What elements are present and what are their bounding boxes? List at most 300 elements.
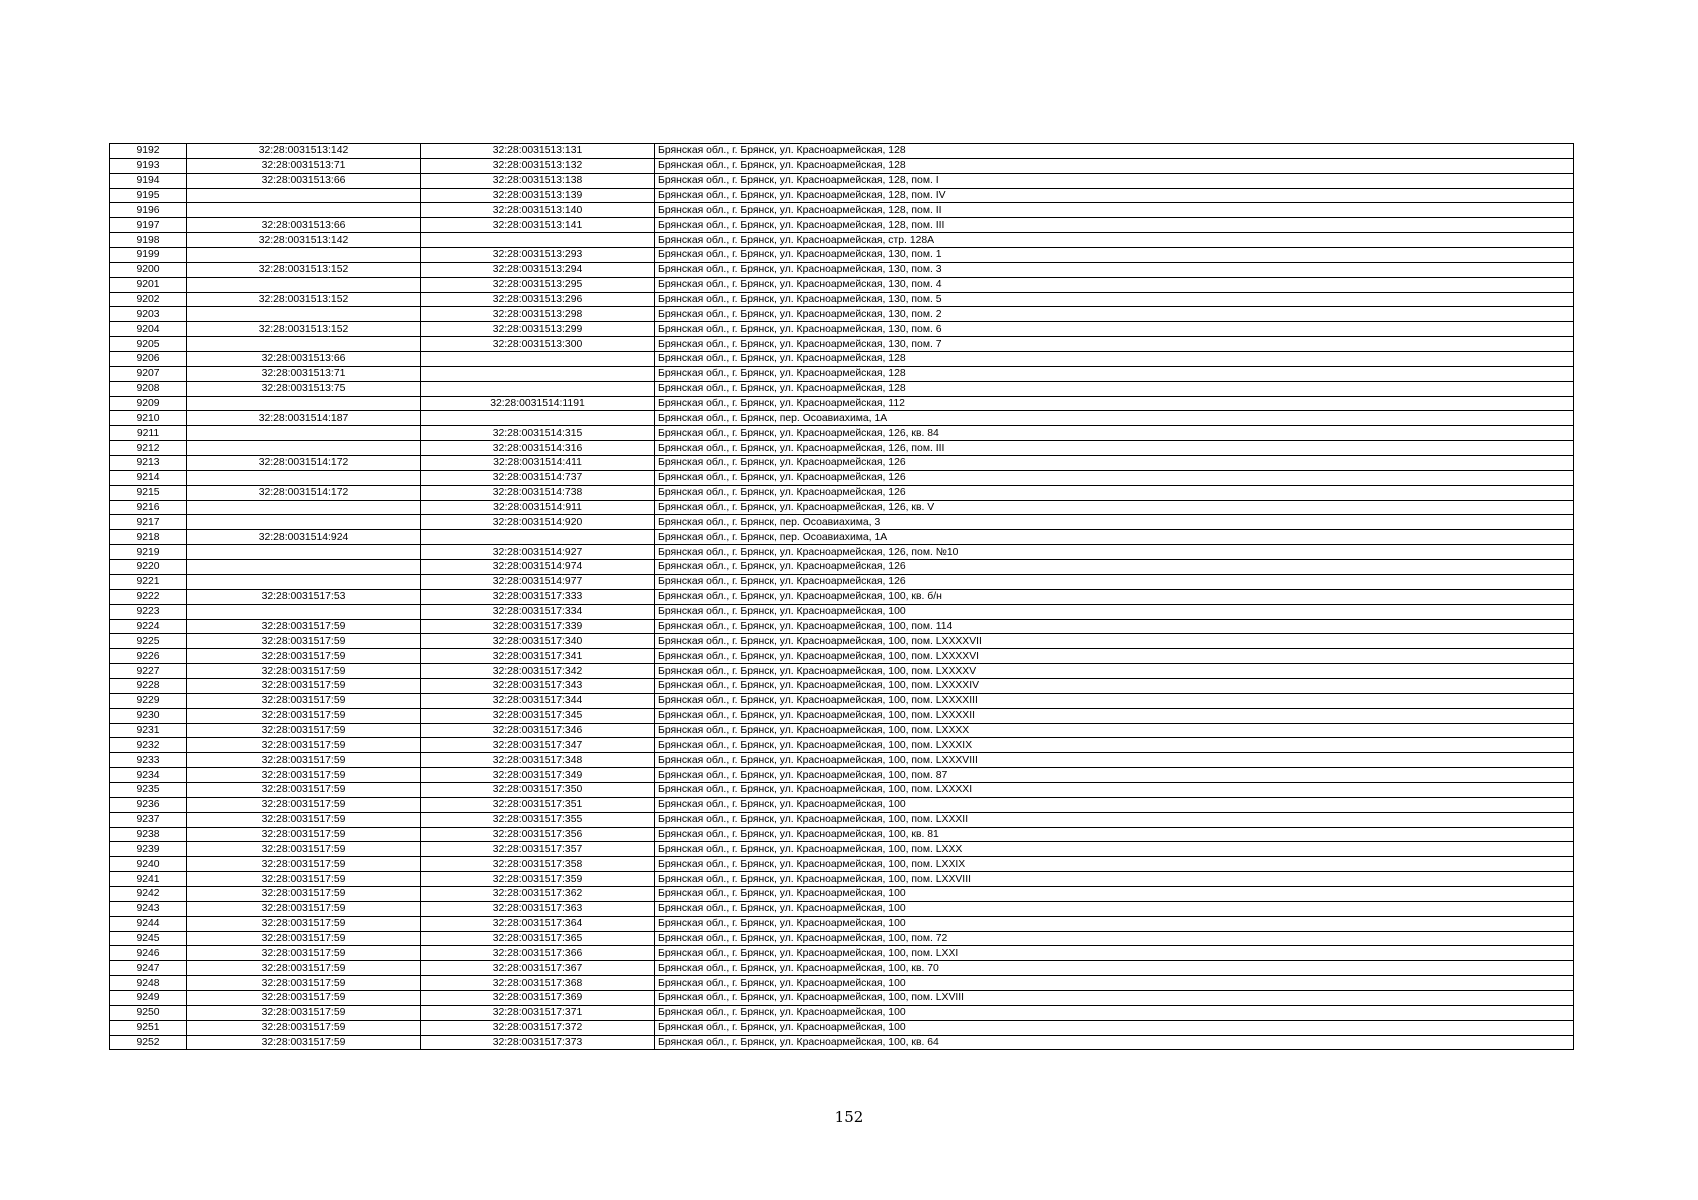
address-cell: Брянская обл., г. Брянск, ул. Красноармейская, 130, пом. 1 [655, 248, 1574, 263]
row-number-cell: 9222 [110, 589, 187, 604]
object-cadastral-number-cell: 32:28:0031513:300 [421, 337, 655, 352]
table-row [110, 976, 1574, 991]
address-cell: Брянская обл., г. Брянск, ул. Красноармейская, 100, пом. LXXX [655, 842, 1574, 857]
address-cell: Брянская обл., г. Брянск, ул. Красноармейская, 126 [655, 456, 1574, 471]
row-number-cell: 9238 [110, 827, 187, 842]
row-number-cell: 9220 [110, 560, 187, 575]
address-cell: Брянская обл., г. Брянск, ул. Красноармейская, 100, пом. LXXXXI [655, 782, 1574, 797]
object-cadastral-number-cell: 32:28:0031514:974 [421, 560, 655, 575]
object-cadastral-number-cell: 32:28:0031517:368 [421, 976, 655, 991]
row-number-cell: 9244 [110, 916, 187, 931]
object-cadastral-number-cell: 32:28:0031517:345 [421, 708, 655, 723]
address-cell: Брянская обл., г. Брянск, ул. Красноармейская, 100 [655, 976, 1574, 991]
table-row [110, 485, 1574, 500]
row-number-cell: 9246 [110, 946, 187, 961]
land-cadastral-number-cell: 32:28:0031517:59 [187, 1020, 421, 1035]
address-cell: Брянская обл., г. Брянск, ул. Красноармейская, 100, пом. LXVIII [655, 990, 1574, 1005]
land-cadastral-number-cell: 32:28:0031517:59 [187, 619, 421, 634]
land-cadastral-number-cell: 32:28:0031513:66 [187, 173, 421, 188]
land-cadastral-number-cell: 32:28:0031517:59 [187, 901, 421, 916]
row-number-cell: 9224 [110, 619, 187, 634]
row-number-cell: 9197 [110, 218, 187, 233]
land-cadastral-number-cell [187, 560, 421, 575]
land-cadastral-number-cell [187, 396, 421, 411]
table-row [110, 961, 1574, 976]
row-number-cell: 9226 [110, 649, 187, 664]
land-cadastral-number-cell: 32:28:0031517:59 [187, 990, 421, 1005]
address-cell: Брянская обл., г. Брянск, ул. Красноармейская, 100, пом. LXXXII [655, 812, 1574, 827]
registry-table-body [110, 144, 1574, 1050]
table-row [110, 678, 1574, 693]
object-cadastral-number-cell: 32:28:0031517:369 [421, 990, 655, 1005]
address-cell: Брянская обл., г. Брянск, ул. Красноармейская, 100, пом. LXXXXIV [655, 678, 1574, 693]
table-row [110, 634, 1574, 649]
row-number-cell: 9208 [110, 381, 187, 396]
land-cadastral-number-cell [187, 337, 421, 352]
row-number-cell: 9196 [110, 203, 187, 218]
object-cadastral-number-cell: 32:28:0031517:373 [421, 1035, 655, 1050]
address-cell: Брянская обл., г. Брянск, ул. Красноармейская, 100, пом. 114 [655, 619, 1574, 634]
row-number-cell: 9195 [110, 188, 187, 203]
row-number-cell: 9213 [110, 456, 187, 471]
address-cell: Брянская обл., г. Брянск, ул. Красноармейская, 128, пом. IV [655, 188, 1574, 203]
land-cadastral-number-cell: 32:28:0031517:59 [187, 857, 421, 872]
address-cell: Брянская обл., г. Брянск, ул. Красноармейская, 130, пом. 2 [655, 307, 1574, 322]
land-cadastral-number-cell [187, 545, 421, 560]
object-cadastral-number-cell: 32:28:0031517:363 [421, 901, 655, 916]
row-number-cell: 9199 [110, 248, 187, 263]
land-cadastral-number-cell: 32:28:0031513:66 [187, 352, 421, 367]
address-cell: Брянская обл., г. Брянск, пер. Осоавиахима, 1А [655, 530, 1574, 545]
land-cadastral-number-cell: 32:28:0031513:71 [187, 158, 421, 173]
address-cell: Брянская обл., г. Брянск, ул. Красноармейская, 100, пом. LXXXXV [655, 664, 1574, 679]
object-cadastral-number-cell: 32:28:0031517:367 [421, 961, 655, 976]
land-cadastral-number-cell: 32:28:0031517:59 [187, 812, 421, 827]
row-number-cell: 9212 [110, 441, 187, 456]
object-cadastral-number-cell [421, 381, 655, 396]
land-cadastral-number-cell: 32:28:0031513:71 [187, 366, 421, 381]
object-cadastral-number-cell: 32:28:0031514:911 [421, 500, 655, 515]
table-row [110, 248, 1574, 263]
land-cadastral-number-cell: 32:28:0031517:59 [187, 678, 421, 693]
address-cell: Брянская обл., г. Брянск, ул. Красноармейская, 128, пом. III [655, 218, 1574, 233]
table-row [110, 500, 1574, 515]
object-cadastral-number-cell: 32:28:0031517:365 [421, 931, 655, 946]
table-row [110, 322, 1574, 337]
land-cadastral-number-cell: 32:28:0031513:75 [187, 381, 421, 396]
land-cadastral-number-cell: 32:28:0031517:59 [187, 842, 421, 857]
object-cadastral-number-cell: 32:28:0031517:342 [421, 664, 655, 679]
row-number-cell: 9218 [110, 530, 187, 545]
address-cell: Брянская обл., г. Брянск, ул. Красноармейская, 130, пом. 5 [655, 292, 1574, 307]
land-cadastral-number-cell [187, 441, 421, 456]
land-cadastral-number-cell: 32:28:0031517:59 [187, 916, 421, 931]
table-row [110, 545, 1574, 560]
table-row [110, 901, 1574, 916]
table-row [110, 708, 1574, 723]
object-cadastral-number-cell [421, 366, 655, 381]
address-cell: Брянская обл., г. Брянск, ул. Красноармейская, 130, пом. 4 [655, 277, 1574, 292]
object-cadastral-number-cell: 32:28:0031514:920 [421, 515, 655, 530]
table-row [110, 812, 1574, 827]
page-number: 152 [834, 1108, 864, 1126]
row-number-cell: 9250 [110, 1005, 187, 1020]
object-cadastral-number-cell: 32:28:0031517:346 [421, 723, 655, 738]
row-number-cell: 9235 [110, 782, 187, 797]
row-number-cell: 9206 [110, 352, 187, 367]
table-row [110, 782, 1574, 797]
object-cadastral-number-cell: 32:28:0031514:977 [421, 574, 655, 589]
object-cadastral-number-cell: 32:28:0031517:349 [421, 768, 655, 783]
object-cadastral-number-cell: 32:28:0031514:738 [421, 485, 655, 500]
row-number-cell: 9211 [110, 426, 187, 441]
object-cadastral-number-cell: 32:28:0031513:295 [421, 277, 655, 292]
land-cadastral-number-cell: 32:28:0031517:59 [187, 946, 421, 961]
land-cadastral-number-cell: 32:28:0031517:59 [187, 961, 421, 976]
object-cadastral-number-cell [421, 530, 655, 545]
address-cell: Брянская обл., г. Брянск, ул. Красноармейская, 100, пом. LXXXVIII [655, 753, 1574, 768]
row-number-cell: 9230 [110, 708, 187, 723]
address-cell: Брянская обл., г. Брянск, ул. Красноармейская, 128, пом. I [655, 173, 1574, 188]
land-cadastral-number-cell [187, 500, 421, 515]
table-row [110, 456, 1574, 471]
row-number-cell: 9232 [110, 738, 187, 753]
land-cadastral-number-cell: 32:28:0031517:59 [187, 634, 421, 649]
address-cell: Брянская обл., г. Брянск, ул. Красноармейская, 100, пом. LXXXXVII [655, 634, 1574, 649]
object-cadastral-number-cell: 32:28:0031513:132 [421, 158, 655, 173]
object-cadastral-number-cell: 32:28:0031517:347 [421, 738, 655, 753]
land-cadastral-number-cell: 32:28:0031514:187 [187, 411, 421, 426]
land-cadastral-number-cell: 32:28:0031517:59 [187, 753, 421, 768]
object-cadastral-number-cell: 32:28:0031517:359 [421, 872, 655, 887]
table-row [110, 589, 1574, 604]
table-row [110, 396, 1574, 411]
land-cadastral-number-cell: 32:28:0031517:59 [187, 738, 421, 753]
land-cadastral-number-cell [187, 426, 421, 441]
land-cadastral-number-cell [187, 188, 421, 203]
row-number-cell: 9243 [110, 901, 187, 916]
object-cadastral-number-cell: 32:28:0031514:411 [421, 456, 655, 471]
row-number-cell: 9221 [110, 574, 187, 589]
table-row [110, 723, 1574, 738]
address-cell: Брянская обл., г. Брянск, ул. Красноармейская, 100 [655, 886, 1574, 901]
land-cadastral-number-cell [187, 248, 421, 263]
address-cell: Брянская обл., г. Брянск, ул. Красноармейская, 128 [655, 352, 1574, 367]
land-cadastral-number-cell: 32:28:0031517:59 [187, 768, 421, 783]
address-cell: Брянская обл., г. Брянск, ул. Красноармейская, 100, пом. LXXI [655, 946, 1574, 961]
address-cell: Брянская обл., г. Брянск, ул. Красноармейская, 100, пом. 87 [655, 768, 1574, 783]
land-cadastral-number-cell [187, 515, 421, 530]
table-row [110, 738, 1574, 753]
address-cell: Брянская обл., г. Брянск, ул. Красноармейская, 100, кв. 70 [655, 961, 1574, 976]
row-number-cell: 9227 [110, 664, 187, 679]
address-cell: Брянская обл., г. Брянск, ул. Красноармейская, 130, пом. 6 [655, 322, 1574, 337]
land-cadastral-number-cell: 32:28:0031513:142 [187, 233, 421, 248]
row-number-cell: 9234 [110, 768, 187, 783]
object-cadastral-number-cell: 32:28:0031513:296 [421, 292, 655, 307]
table-row [110, 173, 1574, 188]
address-cell: Брянская обл., г. Брянск, ул. Красноармейская, 126 [655, 470, 1574, 485]
address-cell: Брянская обл., г. Брянск, ул. Красноармейская, 100, пом. 72 [655, 931, 1574, 946]
object-cadastral-number-cell: 32:28:0031517:334 [421, 604, 655, 619]
land-cadastral-number-cell: 32:28:0031517:59 [187, 782, 421, 797]
table-row [110, 233, 1574, 248]
row-number-cell: 9249 [110, 990, 187, 1005]
row-number-cell: 9239 [110, 842, 187, 857]
row-number-cell: 9229 [110, 693, 187, 708]
table-row [110, 515, 1574, 530]
row-number-cell: 9240 [110, 857, 187, 872]
registry-table [109, 143, 1574, 1050]
object-cadastral-number-cell: 32:28:0031514:316 [421, 441, 655, 456]
object-cadastral-number-cell [421, 352, 655, 367]
row-number-cell: 9219 [110, 545, 187, 560]
table-row [110, 203, 1574, 218]
address-cell: Брянская обл., г. Брянск, пер. Осоавиахима, 3 [655, 515, 1574, 530]
land-cadastral-number-cell: 32:28:0031513:66 [187, 218, 421, 233]
address-cell: Брянская обл., г. Брянск, ул. Красноармейская, 100 [655, 604, 1574, 619]
table-row [110, 218, 1574, 233]
row-number-cell: 9200 [110, 262, 187, 277]
row-number-cell: 9236 [110, 797, 187, 812]
object-cadastral-number-cell: 32:28:0031513:298 [421, 307, 655, 322]
row-number-cell: 9207 [110, 366, 187, 381]
land-cadastral-number-cell: 32:28:0031517:53 [187, 589, 421, 604]
row-number-cell: 9231 [110, 723, 187, 738]
land-cadastral-number-cell: 32:28:0031513:152 [187, 292, 421, 307]
row-number-cell: 9251 [110, 1020, 187, 1035]
row-number-cell: 9205 [110, 337, 187, 352]
land-cadastral-number-cell: 32:28:0031517:59 [187, 931, 421, 946]
table-row [110, 441, 1574, 456]
object-cadastral-number-cell: 32:28:0031513:139 [421, 188, 655, 203]
table-row [110, 842, 1574, 857]
address-cell: Брянская обл., г. Брянск, ул. Красноармейская, 130, пом. 7 [655, 337, 1574, 352]
table-row [110, 158, 1574, 173]
object-cadastral-number-cell: 32:28:0031517:348 [421, 753, 655, 768]
address-cell: Брянская обл., г. Брянск, ул. Красноармейская, 112 [655, 396, 1574, 411]
table-row [110, 188, 1574, 203]
land-cadastral-number-cell [187, 470, 421, 485]
address-cell: Брянская обл., г. Брянск, ул. Красноармейская, 126 [655, 560, 1574, 575]
row-number-cell: 9217 [110, 515, 187, 530]
table-row [110, 574, 1574, 589]
land-cadastral-number-cell: 32:28:0031513:152 [187, 262, 421, 277]
land-cadastral-number-cell [187, 574, 421, 589]
address-cell: Брянская обл., г. Брянск, ул. Красноармейская, 100, пом. LXXXIX [655, 738, 1574, 753]
object-cadastral-number-cell: 32:28:0031517:372 [421, 1020, 655, 1035]
table-row [110, 352, 1574, 367]
table-row [110, 277, 1574, 292]
address-cell: Брянская обл., г. Брянск, ул. Красноармейская, 128 [655, 381, 1574, 396]
address-cell: Брянская обл., г. Брянск, ул. Красноармейская, 126, кв. V [655, 500, 1574, 515]
table-row [110, 144, 1574, 159]
object-cadastral-number-cell [421, 411, 655, 426]
table-row [110, 307, 1574, 322]
object-cadastral-number-cell: 32:28:0031517:340 [421, 634, 655, 649]
table-row [110, 560, 1574, 575]
address-cell: Брянская обл., г. Брянск, ул. Красноармейская, 126 [655, 485, 1574, 500]
row-number-cell: 9210 [110, 411, 187, 426]
address-cell: Брянская обл., г. Брянск, ул. Красноармейская, 126, пом. №10 [655, 545, 1574, 560]
address-cell: Брянская обл., г. Брянск, ул. Красноармейская, 128 [655, 366, 1574, 381]
row-number-cell: 9201 [110, 277, 187, 292]
table-row [110, 1020, 1574, 1035]
row-number-cell: 9202 [110, 292, 187, 307]
row-number-cell: 9242 [110, 886, 187, 901]
table-row [110, 366, 1574, 381]
object-cadastral-number-cell: 32:28:0031514:315 [421, 426, 655, 441]
object-cadastral-number-cell: 32:28:0031517:364 [421, 916, 655, 931]
land-cadastral-number-cell: 32:28:0031517:59 [187, 827, 421, 842]
table-row [110, 381, 1574, 396]
address-cell: Брянская обл., г. Брянск, ул. Красноармейская, 100 [655, 916, 1574, 931]
land-cadastral-number-cell [187, 277, 421, 292]
table-row [110, 916, 1574, 931]
address-cell: Брянская обл., г. Брянск, ул. Красноармейская, 100, пом. LXXVIII [655, 872, 1574, 887]
row-number-cell: 9252 [110, 1035, 187, 1050]
address-cell: Брянская обл., г. Брянск, ул. Красноармейская, 100 [655, 901, 1574, 916]
address-cell: Брянская обл., г. Брянск, ул. Красноармейская, 100 [655, 1020, 1574, 1035]
address-cell: Брянская обл., г. Брянск, ул. Красноармейская, 126, пом. III [655, 441, 1574, 456]
land-cadastral-number-cell: 32:28:0031517:59 [187, 723, 421, 738]
address-cell: Брянская обл., г. Брянск, ул. Красноармейская, 128 [655, 144, 1574, 159]
address-cell: Брянская обл., г. Брянск, ул. Красноармейская, 100 [655, 1005, 1574, 1020]
address-cell: Брянская обл., г. Брянск, ул. Красноармейская, 100 [655, 797, 1574, 812]
address-cell: Брянская обл., г. Брянск, ул. Красноармейская, 100, пом. LXXXXII [655, 708, 1574, 723]
row-number-cell: 9216 [110, 500, 187, 515]
row-number-cell: 9204 [110, 322, 187, 337]
row-number-cell: 9194 [110, 173, 187, 188]
object-cadastral-number-cell: 32:28:0031517:343 [421, 678, 655, 693]
land-cadastral-number-cell: 32:28:0031513:142 [187, 144, 421, 159]
land-cadastral-number-cell: 32:28:0031517:59 [187, 693, 421, 708]
row-number-cell: 9215 [110, 485, 187, 500]
row-number-cell: 9248 [110, 976, 187, 991]
object-cadastral-number-cell [421, 233, 655, 248]
object-cadastral-number-cell: 32:28:0031513:131 [421, 144, 655, 159]
row-number-cell: 9223 [110, 604, 187, 619]
object-cadastral-number-cell: 32:28:0031513:299 [421, 322, 655, 337]
table-row [110, 426, 1574, 441]
row-number-cell: 9209 [110, 396, 187, 411]
table-row [110, 768, 1574, 783]
table-row [110, 262, 1574, 277]
row-number-cell: 9245 [110, 931, 187, 946]
object-cadastral-number-cell: 32:28:0031513:293 [421, 248, 655, 263]
object-cadastral-number-cell: 32:28:0031517:366 [421, 946, 655, 961]
land-cadastral-number-cell: 32:28:0031517:59 [187, 797, 421, 812]
address-cell: Брянская обл., г. Брянск, ул. Красноармейская, 126 [655, 574, 1574, 589]
table-row [110, 619, 1574, 634]
table-row [110, 990, 1574, 1005]
object-cadastral-number-cell: 32:28:0031517:350 [421, 782, 655, 797]
table-row [110, 664, 1574, 679]
row-number-cell: 9214 [110, 470, 187, 485]
object-cadastral-number-cell: 32:28:0031517:341 [421, 649, 655, 664]
object-cadastral-number-cell: 32:28:0031514:927 [421, 545, 655, 560]
address-cell: Брянская обл., г. Брянск, ул. Красноармейская, 100, пом. LXXXX [655, 723, 1574, 738]
row-number-cell: 9247 [110, 961, 187, 976]
object-cadastral-number-cell: 32:28:0031517:333 [421, 589, 655, 604]
table-row [110, 470, 1574, 485]
object-cadastral-number-cell: 32:28:0031517:355 [421, 812, 655, 827]
object-cadastral-number-cell: 32:28:0031517:339 [421, 619, 655, 634]
land-cadastral-number-cell: 32:28:0031517:59 [187, 708, 421, 723]
row-number-cell: 9228 [110, 678, 187, 693]
object-cadastral-number-cell: 32:28:0031514:737 [421, 470, 655, 485]
object-cadastral-number-cell: 32:28:0031517:358 [421, 857, 655, 872]
land-cadastral-number-cell: 32:28:0031517:59 [187, 1005, 421, 1020]
land-cadastral-number-cell: 32:28:0031514:924 [187, 530, 421, 545]
table-row [110, 797, 1574, 812]
table-row [110, 337, 1574, 352]
table-row [110, 886, 1574, 901]
table-row [110, 649, 1574, 664]
table-row [110, 411, 1574, 426]
land-cadastral-number-cell: 32:28:0031517:59 [187, 976, 421, 991]
land-cadastral-number-cell: 32:28:0031517:59 [187, 649, 421, 664]
table-row [110, 530, 1574, 545]
land-cadastral-number-cell: 32:28:0031517:59 [187, 872, 421, 887]
land-cadastral-number-cell: 32:28:0031513:152 [187, 322, 421, 337]
land-cadastral-number-cell [187, 203, 421, 218]
row-number-cell: 9237 [110, 812, 187, 827]
address-cell: Брянская обл., г. Брянск, ул. Красноармейская, 100, пом. LXXIX [655, 857, 1574, 872]
row-number-cell: 9233 [110, 753, 187, 768]
address-cell: Брянская обл., г. Брянск, ул. Красноармейская, стр. 128А [655, 233, 1574, 248]
object-cadastral-number-cell: 32:28:0031517:351 [421, 797, 655, 812]
address-cell: Брянская обл., г. Брянск, ул. Красноармейская, 130, пом. 3 [655, 262, 1574, 277]
land-cadastral-number-cell: 32:28:0031517:59 [187, 886, 421, 901]
table-row [110, 1035, 1574, 1050]
table-row [110, 604, 1574, 619]
address-cell: Брянская обл., г. Брянск, ул. Красноармейская, 126, кв. 84 [655, 426, 1574, 441]
address-cell: Брянская обл., г. Брянск, ул. Красноармейская, 100, кв. 81 [655, 827, 1574, 842]
object-cadastral-number-cell: 32:28:0031513:141 [421, 218, 655, 233]
object-cadastral-number-cell: 32:28:0031517:362 [421, 886, 655, 901]
table-row [110, 946, 1574, 961]
land-cadastral-number-cell: 32:28:0031514:172 [187, 485, 421, 500]
object-cadastral-number-cell: 32:28:0031517:344 [421, 693, 655, 708]
row-number-cell: 9203 [110, 307, 187, 322]
address-cell: Брянская обл., г. Брянск, ул. Красноармейская, 100, кв. 64 [655, 1035, 1574, 1050]
row-number-cell: 9193 [110, 158, 187, 173]
address-cell: Брянская обл., г. Брянск, пер. Осоавиахима, 1А [655, 411, 1574, 426]
object-cadastral-number-cell: 32:28:0031513:294 [421, 262, 655, 277]
table-row [110, 857, 1574, 872]
object-cadastral-number-cell: 32:28:0031513:138 [421, 173, 655, 188]
table-row [110, 1005, 1574, 1020]
land-cadastral-number-cell [187, 307, 421, 322]
object-cadastral-number-cell: 32:28:0031517:357 [421, 842, 655, 857]
table-row [110, 827, 1574, 842]
table-row [110, 931, 1574, 946]
table-row [110, 872, 1574, 887]
row-number-cell: 9192 [110, 144, 187, 159]
object-cadastral-number-cell: 32:28:0031517:371 [421, 1005, 655, 1020]
address-cell: Брянская обл., г. Брянск, ул. Красноармейская, 100, пом. LXXXXIII [655, 693, 1574, 708]
table-row [110, 693, 1574, 708]
land-cadastral-number-cell: 32:28:0031517:59 [187, 1035, 421, 1050]
row-number-cell: 9225 [110, 634, 187, 649]
row-number-cell: 9198 [110, 233, 187, 248]
object-cadastral-number-cell: 32:28:0031517:356 [421, 827, 655, 842]
address-cell: Брянская обл., г. Брянск, ул. Красноармейская, 128 [655, 158, 1574, 173]
object-cadastral-number-cell: 32:28:0031513:140 [421, 203, 655, 218]
land-cadastral-number-cell [187, 604, 421, 619]
land-cadastral-number-cell: 32:28:0031517:59 [187, 664, 421, 679]
